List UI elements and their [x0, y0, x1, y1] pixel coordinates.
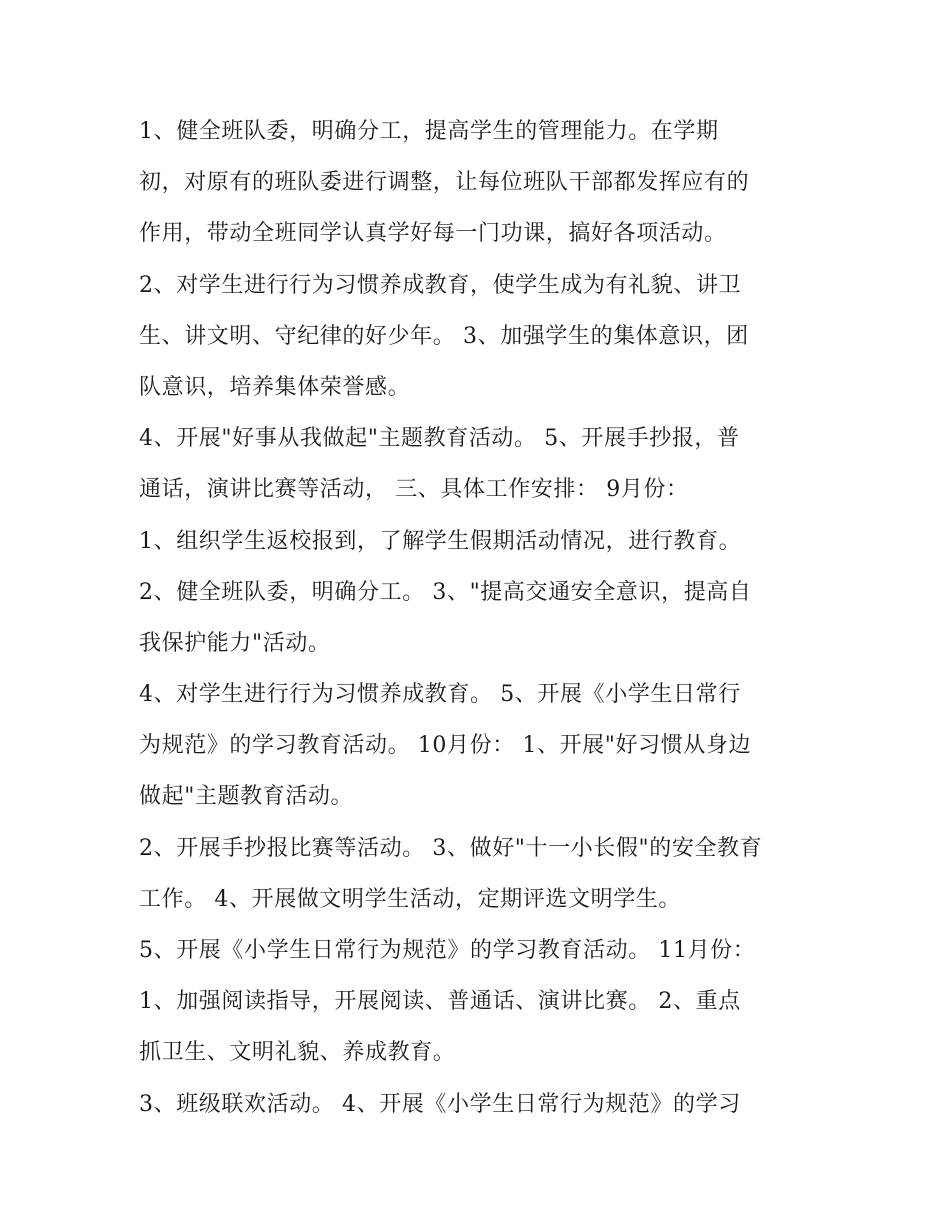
text-line: 我保护能力"活动。	[139, 630, 331, 656]
text-line: 工作。 4、开展做文明学生活动，定期评选文明学生。	[139, 886, 681, 912]
text-line: 2、开展手抄报比赛等活动。 3、做好"十一小长假"的安全教育	[139, 835, 763, 861]
text-line: 做起"主题教育活动。	[139, 784, 354, 810]
text-line: 1、加强阅读指导，开展阅读、普通话、演讲比赛。 2、重点	[139, 989, 741, 1015]
text-line: 4、开展"好事从我做起"主题教育活动。 5、开展手抄报，普	[139, 426, 740, 452]
document-body	[139, 106, 839, 1130]
text-line: 初，对原有的班队委进行调整，让每位班队干部都发挥应有的	[139, 170, 750, 196]
text-line: 通话，演讲比赛等活动， 三、具体工作安排： 9月份：	[139, 477, 689, 503]
text-line: 作用，带动全班同学认真学好每一门功课，搞好各项活动。	[139, 221, 727, 247]
text-line: 生、讲文明、守纪律的好少年。 3、加强学生的集体意识，团	[139, 323, 749, 349]
text-line: 1、健全班队委，明确分工，提高学生的管理能力。在学期	[139, 119, 719, 144]
text-line: 为规范》的学习教育活动。 10月份： 1、开展"好习惯从身边	[139, 733, 752, 759]
text-line: 队意识，培养集体荣誉感。	[139, 374, 411, 400]
text-line: 1、组织学生返校报到，了解学生假期活动情况，进行教育。	[139, 528, 742, 554]
text-line: 5、开展《小学生日常行为规范》的学习教育活动。 11月份：	[139, 938, 756, 963]
text-line: 3、班级联欢活动。 4、开展《小学生日常行为规范》的学习	[139, 1091, 741, 1117]
text-line: 4、对学生进行行为习惯养成教育。 5、开展《小学生日常行	[139, 682, 741, 708]
text-line: 抓卫生、文明礼貌、养成教育。	[139, 1040, 456, 1066]
text-line: 2、健全班队委，明确分工。 3、"提高交通安全意识，提高自	[139, 579, 752, 605]
text-line: 2、对学生进行行为习惯养成教育，使学生成为有礼貌、讲卫	[139, 272, 742, 298]
